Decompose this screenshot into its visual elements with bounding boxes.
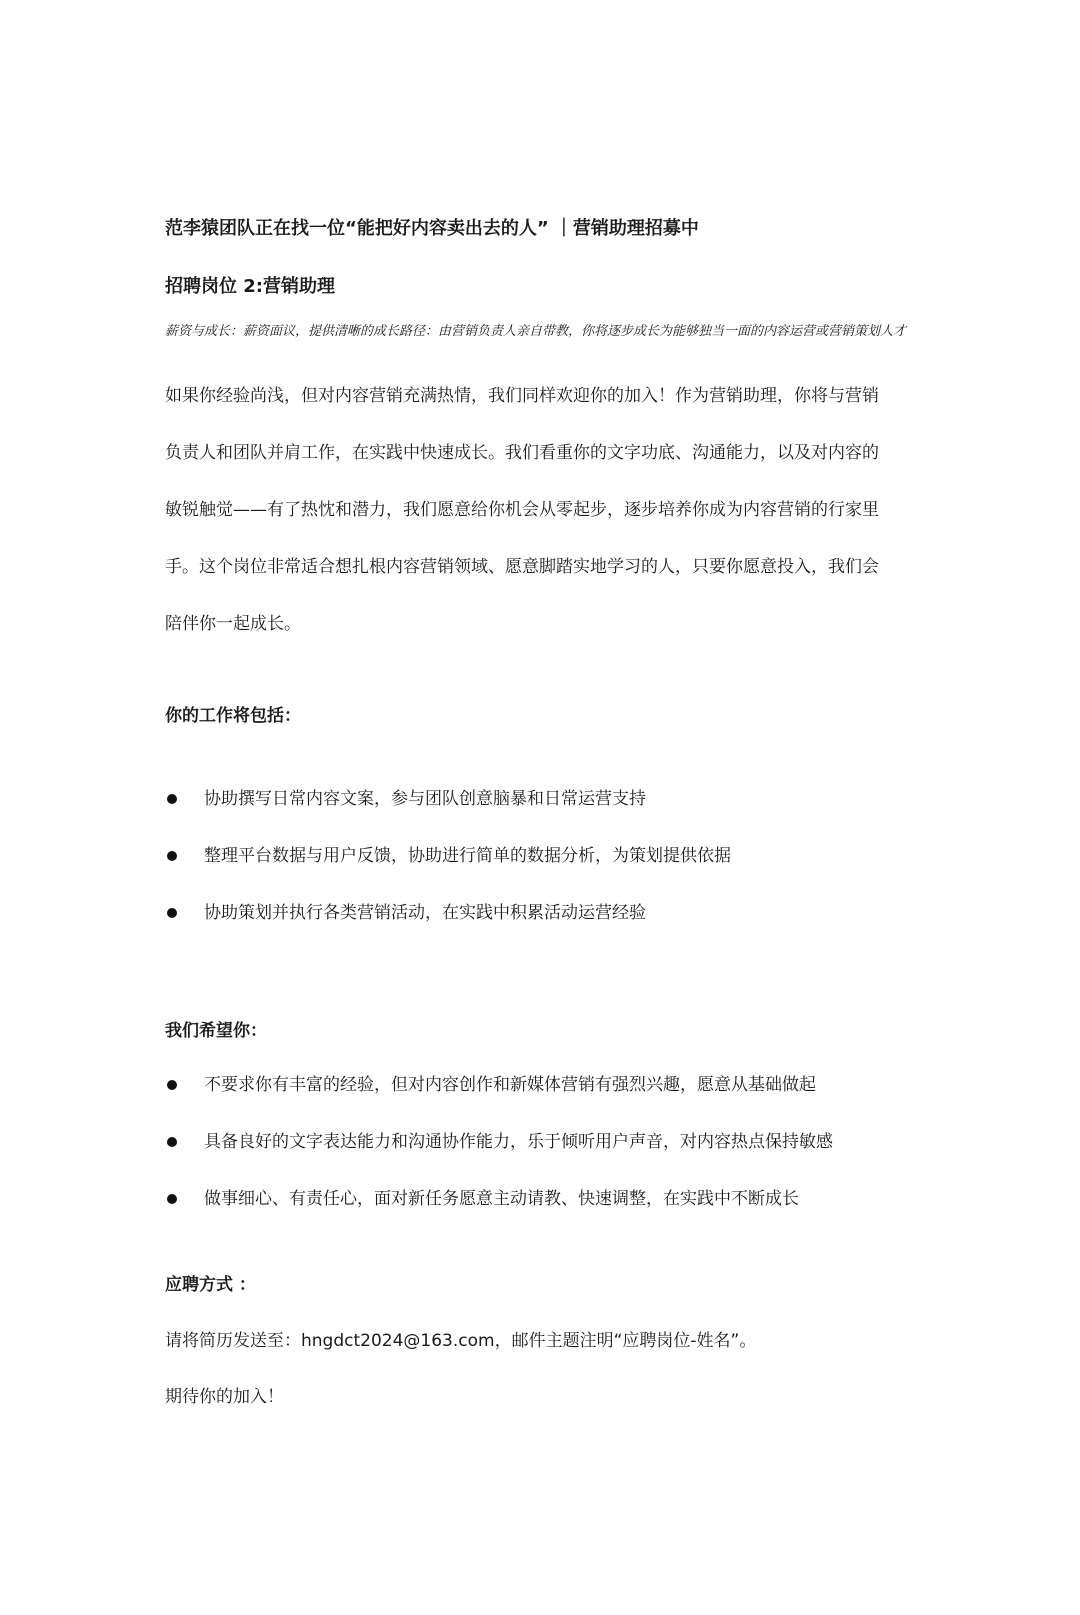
list-item-text: 整理平台数据与用户反馈，协助进行简单的数据分析，为策划提供依据 — [204, 846, 731, 866]
intro-paragraph — [165, 368, 935, 653]
intro-line: 负责人和团队并肩工作，在实践中快速成长。我们看重你的文字功底、沟通能力，以及对内容的 — [165, 443, 879, 463]
list-item — [165, 1072, 965, 1129]
intro-line: 手。这个岗位非常适合想扎根内容营销领域、愿意脚踏实地学习的人，只要你愿意投入，我们会 — [165, 557, 879, 577]
list-item — [165, 1129, 965, 1186]
duties-heading: 你的工作将包括： — [165, 706, 301, 726]
duties-list — [165, 786, 965, 957]
bullet-icon — [167, 908, 177, 918]
list-item-text: 不要求你有丰富的经验，但对内容创作和新媒体营销有强烈兴趣，愿意从基础做起 — [204, 1075, 816, 1095]
list-item-text: 具备良好的文字表达能力和沟通协作能力，乐于倾听用户声音，对内容热点保持敏感 — [204, 1132, 833, 1152]
application-instructions: 请将简历发送至：hngdct2024@163.com，邮件主题注明“应聘岗位-姓名”。 — [165, 1331, 757, 1351]
bullet-icon — [167, 1080, 177, 1090]
intro-line: 如果你经验尚浅，但对内容营销充满热情，我们同样欢迎你的加入！作为营销助理，你将与营销 — [165, 386, 879, 406]
bullet-icon — [167, 1194, 177, 1204]
bullet-icon — [167, 851, 177, 861]
bullet-icon — [167, 794, 177, 804]
bullet-icon — [167, 1137, 177, 1147]
list-item-text: 协助策划并执行各类营销活动，在实践中积累活动运营经验 — [204, 903, 646, 923]
position-heading: 招聘岗位 2:营销助理 — [165, 276, 335, 297]
salary-note: 薪资与成长：薪资面议，提供清晰的成长路径：由营销负责人亲自带教，你将逐步成长为能够独当一面的内容运营或营销策划人才 — [165, 324, 907, 339]
list-item — [165, 843, 965, 900]
list-item — [165, 900, 965, 957]
list-item-text: 做事细心、有责任心，面对新任务愿意主动请教、快速调整，在实践中不断成长 — [204, 1189, 799, 1209]
requirements-list — [165, 1072, 965, 1243]
intro-line: 敏锐触觉——有了热忱和潜力，我们愿意给你机会从零起步，逐步培养你成为内容营销的行家里 — [165, 500, 879, 520]
intro-line: 陪伴你一起成长。 — [165, 614, 301, 634]
list-item-text: 协助撰写日常内容文案，参与团队创意脑暴和日常运营支持 — [204, 789, 646, 809]
requirements-heading: 我们希望你： — [165, 1021, 267, 1041]
page-title: 范李猿团队正在找一位“能把好内容卖出去的人” ｜营销助理招募中 — [165, 218, 699, 239]
application-heading: 应聘方式 ： — [165, 1275, 256, 1295]
closing-line: 期待你的加入！ — [165, 1387, 284, 1407]
list-item — [165, 786, 965, 843]
list-item — [165, 1186, 965, 1243]
